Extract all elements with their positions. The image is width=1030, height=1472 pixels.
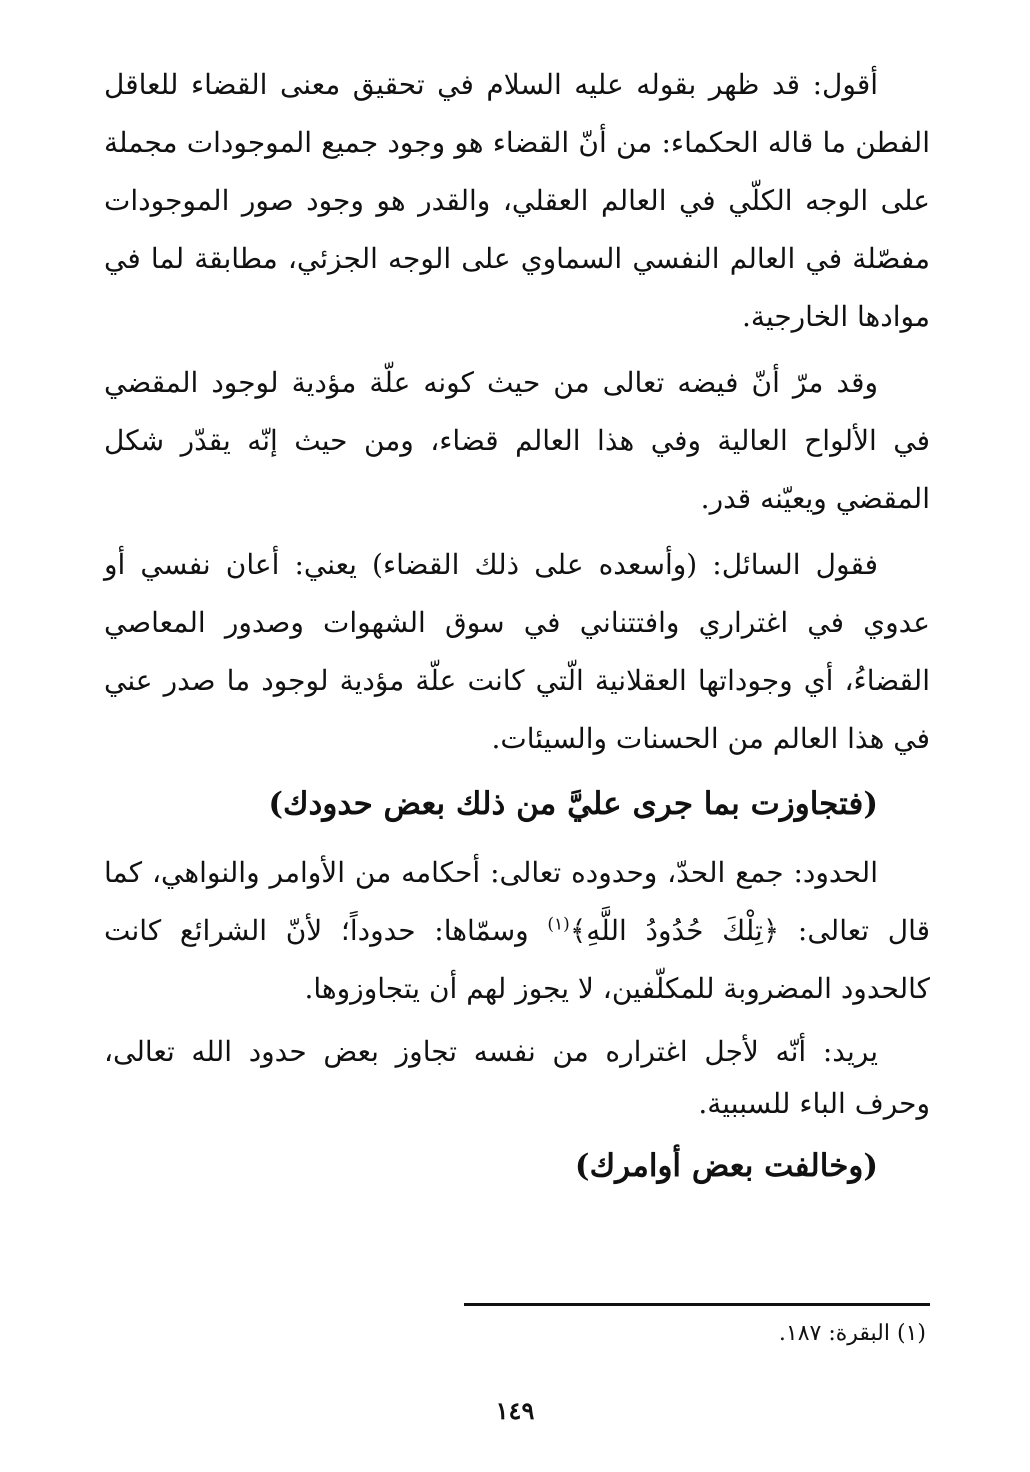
paragraph-intent: يريد: أنّه لأجل اغتراره من نفسه تجاوز بعض حدود الله تعالى، وحرف الباء للسببية. (104, 1035, 930, 1120)
hudud-text-after: وسمّاها: حدوداً؛ لأنّ الشرائع كانت كالحدود المضروبة للمكلّفين، لا يجوز لهم أن يتجاوزوها. (104, 914, 930, 1005)
quran-verse: ﴿تِلْكَ حُدُودُ اللَّهِ﴾ (569, 914, 780, 947)
section-heading-transgression: (فتجاوزت بما جرى عليَّ من ذلك بعض حدودك) (268, 786, 878, 822)
footnote-reference[interactable]: (١) (547, 914, 570, 935)
page-body (104, 56, 930, 1206)
hudud-text-before: الحدود: جمع الحدّ، وحدوده تعالى: أحكامه من الأوامر والنواهي، كما قال تعالى: (104, 856, 930, 947)
paragraph-hudud (104, 844, 930, 1018)
footnote-divider (464, 1303, 930, 1306)
footnote: (١) البقرة: ١٨٧. (778, 1321, 926, 1346)
page-number: ١٤٩ (495, 1396, 535, 1425)
paragraph-qada-definition: أقول: قد ظهر بقوله عليه السلام في تحقيق معنى القضاء للعاقل الفطن ما قاله الحكماء: من أنّ القضاء هو وجود جميع الموجودات مجملة على الوجه الكلّي في العالم العقلي، والقدر هو وجود صور الموجودات مفصّلة في العالم النفسي السماوي على الوجه الجزئي، مطابقة لما في موادها الخارجية. (104, 68, 930, 333)
paragraph-questioner-saying: فقول السائل: (وأسعده على ذلك القضاء) يعني: أعان نفسي أو عدوي في اغتراري وافتتناني في سوق الشهوات وصدور المعاصي القضاءُ، أي وجوداتها العقلانية الّتي كانت علّة مؤدية لوجود ما صدر عني في هذا العالم من الحسنات والسيئات. (104, 548, 930, 755)
paragraph-qada-qadar: وقد مرّ أنّ فيضه تعالى من حيث كونه علّة مؤدية لوجود المقضي في الألواح العالية وفي هذا العالم قضاء، ومن حيث إنّه يقدّر شكل المقضي ويعيّنه قدر. (104, 366, 930, 515)
section-heading-disobedience: (وخالفت بعض أوامرك) (574, 1148, 878, 1184)
